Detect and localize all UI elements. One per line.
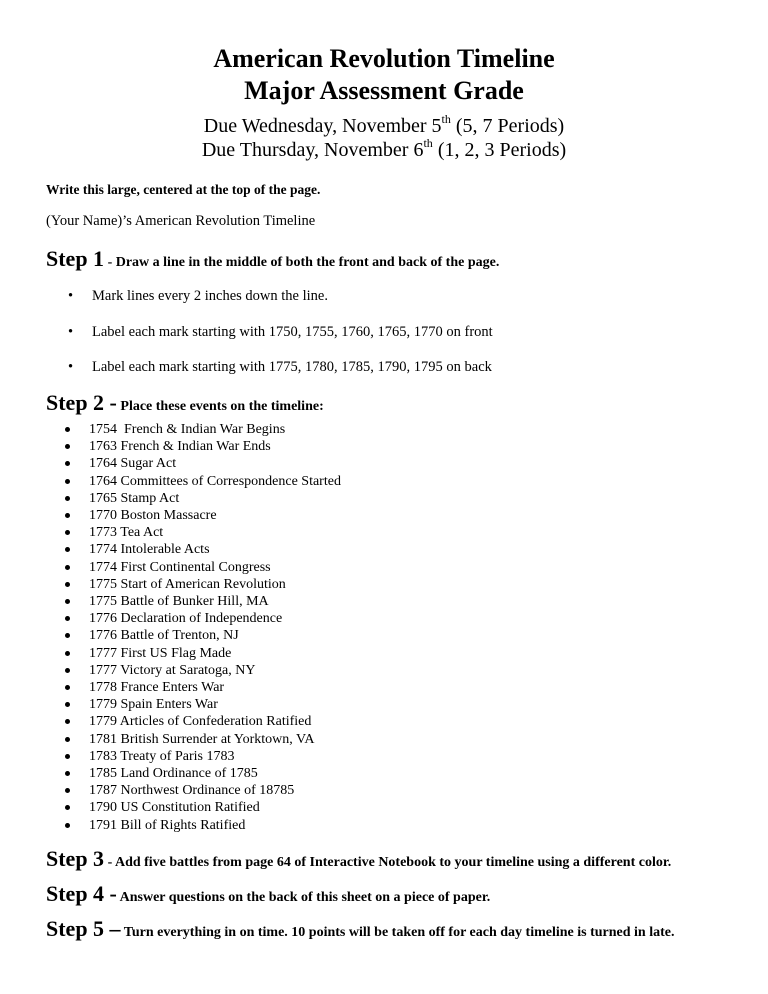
bullet-icon (65, 599, 70, 604)
bullet-icon (65, 496, 70, 501)
bullet-icon (65, 479, 70, 484)
event-item (46, 765, 341, 782)
event-item (46, 782, 341, 799)
step-text: - Draw a line in the middle of both the front and back of the page. (104, 255, 500, 270)
due-date-2 (0, 138, 768, 162)
bullet-icon (65, 530, 70, 535)
step-text: - Add five battles from page 64 of Interactive Notebook to your timeline using a different color. (104, 855, 672, 870)
event-item (46, 627, 341, 644)
event-text: 1777 Victory at Saratoga, NY (89, 662, 256, 678)
event-item (46, 696, 341, 713)
bullet-icon (65, 633, 70, 638)
bullet-icon (65, 788, 70, 793)
bullet-icon (65, 737, 70, 742)
event-text: 1764 Sugar Act (89, 456, 177, 472)
bullet-text: Mark lines every 2 inches down the line. (92, 288, 328, 304)
event-text: 1779 Articles of Confederation Ratified (89, 714, 312, 730)
step1-bullet (68, 288, 328, 305)
step-label: Step 3 (46, 846, 105, 871)
event-item (46, 455, 341, 472)
intro-instruction: Write this large, centered at the top of the page. (46, 182, 321, 197)
event-text: 1765 Stamp Act (89, 490, 180, 506)
event-item (46, 593, 341, 610)
event-text: 1764 Committees of Correspondence Started (89, 473, 341, 489)
periods-text: (1, 2, 3 Periods) (432, 139, 567, 161)
event-item (46, 713, 341, 730)
due-text: Due Wednesday, November 5 (203, 115, 442, 137)
ordinal-suffix: th (441, 112, 451, 126)
event-item (46, 524, 341, 541)
bullet-icon: • (68, 324, 74, 340)
event-item (46, 731, 341, 748)
event-text: 1790 US Constitution Ratified (89, 800, 260, 816)
step-label: Step 1 (46, 246, 105, 271)
document-subtitle: Major Assessment Grade (244, 76, 524, 105)
event-text: 1781 British Surrender at Yorktown, VA (89, 731, 315, 747)
bullet-text: Label each mark starting with 1775, 1780, 1785, 1790, 1795 on back (92, 359, 492, 375)
step-text: Place these events on the timeline: (116, 399, 324, 414)
step1-bullet (68, 324, 493, 341)
step-text: Turn everything in on time. 10 points will be taken off for each day timeline is turned in late. (120, 925, 675, 940)
event-text: 1763 French & Indian War Ends (89, 439, 271, 455)
bullet-icon (65, 754, 70, 759)
event-item (46, 576, 341, 593)
step-label: Step 2 - (46, 390, 117, 415)
event-item (46, 541, 341, 558)
bullet-icon (65, 565, 70, 570)
step1-bullet (68, 359, 492, 376)
document-title: American Revolution Timeline (213, 44, 555, 73)
bullet-icon (65, 461, 70, 466)
bullet-icon (65, 771, 70, 776)
event-item (46, 679, 341, 696)
event-item (46, 610, 341, 627)
bullet-icon (65, 685, 70, 690)
bullet-icon: • (68, 359, 74, 375)
event-item (46, 645, 341, 662)
periods-text: (5, 7 Periods) (450, 115, 565, 137)
step-text: Answer questions on the back of this sheet on a piece of paper. (116, 890, 491, 905)
event-item (46, 473, 341, 490)
step-2 (46, 390, 324, 416)
event-text: 1774 First Continental Congress (89, 559, 271, 575)
bullet-icon (65, 444, 70, 449)
event-item (46, 438, 341, 455)
event-text: 1791 Bill of Rights Ratified (89, 817, 246, 833)
event-item (46, 421, 341, 438)
bullet-icon (65, 651, 70, 656)
bullet-icon: • (68, 288, 74, 304)
bullet-icon (65, 547, 70, 552)
bullet-icon (65, 805, 70, 810)
event-text: 1774 Intolerable Acts (89, 542, 210, 558)
bullet-icon (65, 582, 70, 587)
step-5 (46, 916, 675, 942)
step-1 (46, 246, 499, 272)
event-text: 1773 Tea Act (89, 525, 164, 541)
step-label: Step 5 – (46, 916, 121, 941)
due-text: Due Thursday, November 6 (201, 139, 424, 161)
events-list (46, 421, 341, 834)
event-text: 1775 Start of American Revolution (89, 576, 286, 592)
event-text: 1776 Declaration of Independence (89, 611, 283, 627)
event-item (46, 507, 341, 524)
step-4 (46, 881, 490, 907)
event-text: 1783 Treaty of Paris 1783 (89, 748, 235, 764)
bullet-icon (65, 427, 70, 432)
bullet-icon (65, 702, 70, 707)
event-text: 1770 Boston Massacre (89, 508, 217, 524)
bullet-icon (65, 823, 70, 828)
bullet-text: Label each mark starting with 1750, 1755, 1760, 1765, 1770 on front (92, 324, 493, 340)
bullet-icon (65, 668, 70, 673)
event-item (46, 559, 341, 576)
event-text: 1754 French & Indian War Begins (89, 422, 286, 437)
event-item (46, 817, 341, 834)
bullet-icon (65, 513, 70, 518)
ordinal-suffix: th (423, 136, 433, 150)
event-item (46, 799, 341, 816)
step-label: Step 4 - (46, 881, 117, 906)
event-item (46, 662, 341, 679)
bullet-icon (65, 719, 70, 724)
due-date-1 (0, 114, 768, 138)
event-text: 1779 Spain Enters War (89, 697, 218, 713)
step-3 (46, 846, 671, 872)
event-text: 1776 Battle of Trenton, NJ (89, 628, 239, 644)
event-item (46, 748, 341, 765)
bullet-icon (65, 616, 70, 621)
intro-example: (Your Name)’s American Revolution Timeline (46, 213, 316, 229)
event-text: 1777 First US Flag Made (89, 645, 232, 661)
event-text: 1787 Northwest Ordinance of 18785 (89, 783, 295, 799)
event-item (46, 490, 341, 507)
event-text: 1785 Land Ordinance of 1785 (89, 766, 258, 782)
event-text: 1778 France Enters War (89, 680, 225, 696)
event-text: 1775 Battle of Bunker Hill, MA (89, 594, 269, 610)
